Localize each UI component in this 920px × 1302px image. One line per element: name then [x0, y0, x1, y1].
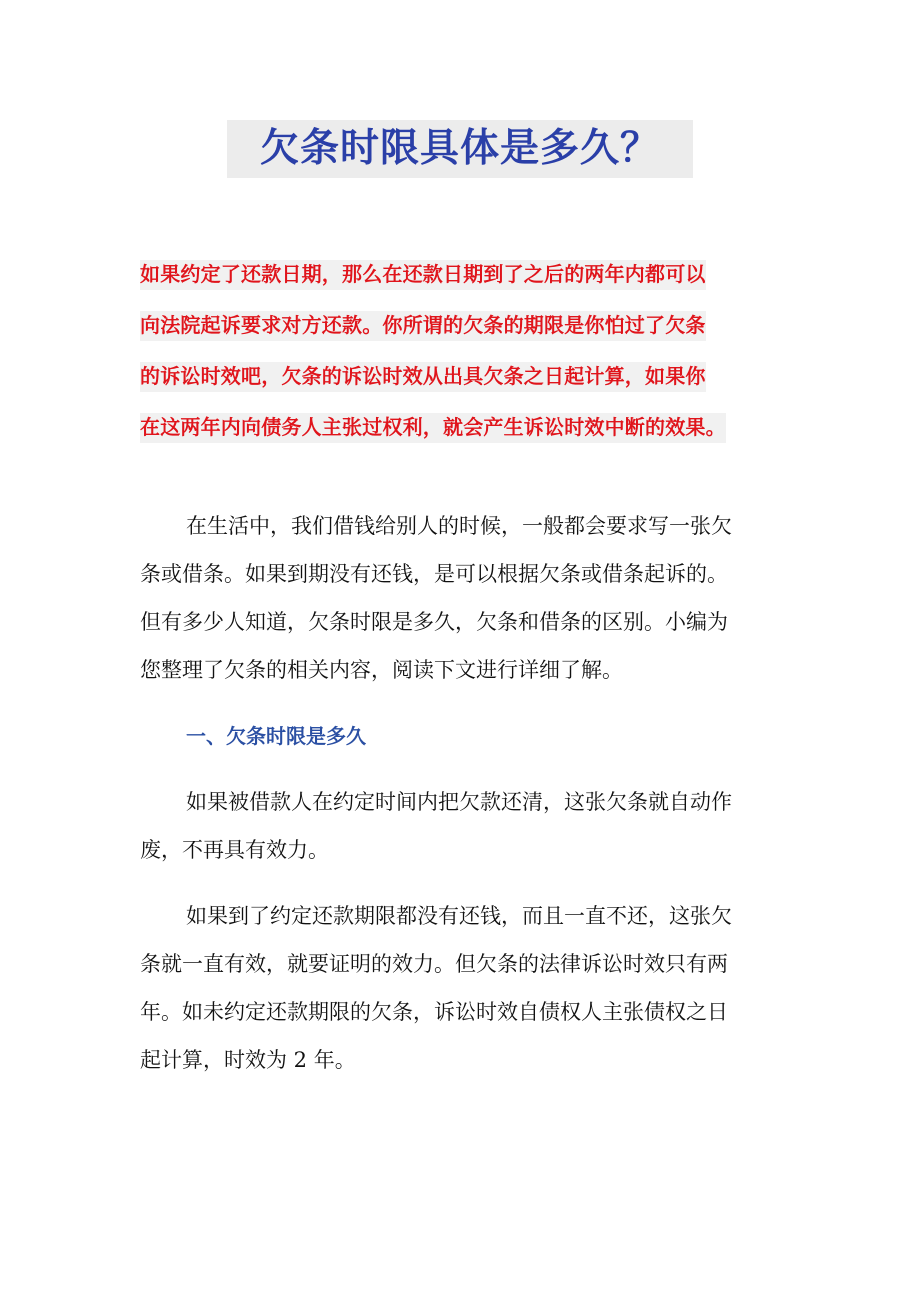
- section-heading: 一、欠条时限是多久: [186, 724, 366, 748]
- paragraph-line: 在生活中，我们借钱给别人的时候，一般都会要求写一张欠: [186, 514, 732, 538]
- paragraph-line: 条就一直有效，就要证明的效力。但欠条的法律诉讼时效只有两: [140, 952, 728, 976]
- title-highlight: [227, 120, 693, 178]
- paragraph-line: 但有多少人知道，欠条时限是多久，欠条和借条的区别。小编为: [140, 610, 728, 634]
- paragraph-line: 如果到了约定还款期限都没有还钱，而且一直不还，这张欠: [186, 904, 732, 928]
- summary-line: 的诉讼时效吧，欠条的诉讼时效从出具欠条之日起计算，如果你: [140, 354, 790, 405]
- paragraph-line: 废，不再具有效力。: [140, 838, 329, 862]
- summary-line: 向法院起诉要求对方还款。你所谓的欠条的期限是你怕过了欠条: [140, 303, 790, 354]
- paragraph-line: 起计算，时效为 2 年。: [140, 1048, 356, 1072]
- section1-paragraph-1: [140, 778, 790, 874]
- intro-paragraph: [140, 502, 790, 694]
- paragraph-line: 年。如未约定还款期限的欠条，诉讼时效自债权人主张债权之日: [140, 1000, 728, 1024]
- paragraph-line: 条或借条。如果到期没有还钱，是可以根据欠条或借条起诉的。: [140, 562, 728, 586]
- summary-line: 在这两年内向债务人主张过权利，就会产生诉讼时效中断的效果。: [140, 405, 790, 456]
- section1-paragraph-2: [140, 892, 790, 1084]
- paragraph-line: 您整理了欠条的相关内容，阅读下文进行详细了解。: [140, 658, 623, 682]
- paragraph-line: 如果被借款人在约定时间内把欠款还清，这张欠条就自动作: [186, 790, 732, 814]
- summary-paragraph: [140, 252, 790, 456]
- page-title: 欠条时限具体是多久？: [259, 126, 660, 171]
- summary-line: 如果约定了还款日期，那么在还款日期到了之后的两年内都可以: [140, 252, 790, 303]
